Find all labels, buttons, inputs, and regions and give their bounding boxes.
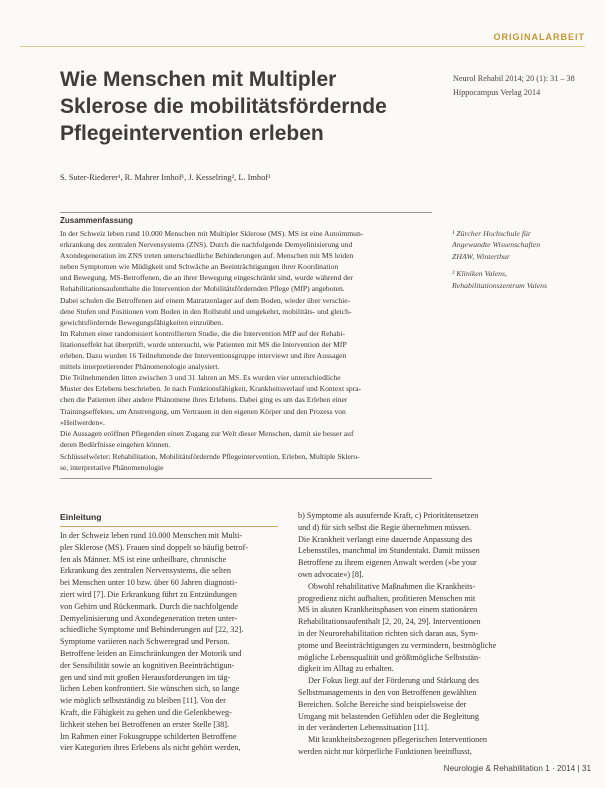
- affiliation: [452, 228, 602, 262]
- abstract-line: Muster des Erlebens beschrieben. Je nach Funktionsfähigkeit, Krankheitsverlauf und Kontext spra-: [60, 384, 362, 394]
- paragraph: [298, 675, 520, 734]
- text-line: ziert wird [7]. Die Erkrankung führt zu Entzündungen: [60, 589, 237, 599]
- text-line: Selbstmanagements in den von Betroffenen gewählten: [298, 687, 477, 697]
- title-line: Wie Menschen mit Multipler: [60, 68, 337, 91]
- text-line: in der veränderten Lebenssituation [11].: [298, 723, 429, 733]
- keywords-line: se, interpretative Phänomenologie: [60, 463, 164, 472]
- text-line: Bereichen. Solche Bereiche sind beispielsweise der: [298, 699, 467, 709]
- paragraph: [60, 530, 280, 754]
- text-line: Demyelinisierung und Axondegeneration treten unter-: [60, 613, 238, 623]
- abstract-line: gewichtsfördernde Bewegungsfähigkeiten einzuüben.: [60, 317, 223, 327]
- header-rule: [20, 46, 585, 47]
- affiliations: [452, 228, 602, 297]
- text-line: lichen Leben konfrontiert. Sie wünschen sich, so lange: [60, 684, 240, 694]
- abstract-line: chen die Patienten über andere Phänomene ihres Erlebens. Dabei ging es um das Erleben einer: [60, 395, 348, 405]
- text-line: bei Menschen unter 10 bzw. über 60 Jahren diagnosti-: [60, 578, 238, 588]
- text-line: pler Sklerose (MS). Frauen sind doppelt so häufig betrof-: [60, 542, 249, 552]
- text-line: Kraft, die Fähigkeit zu gehen und die Gelenkbeweg-: [60, 707, 232, 717]
- text-line: werden nicht nur körperliche Funktionen beeinflusst,: [298, 746, 472, 756]
- journal-citation: [453, 72, 603, 100]
- abstract-line: litationseffekt hat überprüft, wurde untersucht, wie Patienten mit MS die Intervention der MfP: [60, 339, 347, 349]
- title-line: Pflegeintervention erleben: [60, 122, 324, 145]
- abstract-line: erkrankung des zentralen Nervensystems (ZNS). Durch die nachfolgende Demyelinisierung und: [60, 240, 353, 250]
- text-line: Betroffene zu ihrem eigenen Anwalt werden (»be your: [298, 558, 477, 568]
- keywords-line: Schlüsselwörter: Rehabilitation, Mobilitätsfördernde Pflegeintervention, Erleben, Multiple Sklero-: [60, 452, 360, 461]
- affiliation-line: Angewandte Wissenschaften: [452, 240, 541, 250]
- text-line: und d) für sich selbst die Regie übernehmen müssen.: [298, 522, 472, 532]
- citation-line: Neurol Rehabil 2014; 20 (1): 31 – 38: [453, 74, 575, 83]
- article-title: [60, 66, 410, 147]
- abstract-line: Trainingseffektes, um Anstrengung, um Vertrauen in den eigenen Körper und den Prozess von: [60, 406, 346, 416]
- text-line: wie möglich selbstständig zu bleiben [11]. Von der: [60, 696, 226, 706]
- text-line: own advocate«) [8].: [298, 569, 364, 579]
- abstract-line: Rehabilitationsaufenthalte die Intervention der Mobilitätsfördernden Pflege (MfP) angeboten.: [60, 284, 345, 294]
- text-line: Obwohl rehabilitative Maßnahmen die Krankheits-: [308, 581, 476, 591]
- keywords: [60, 451, 434, 473]
- text-line: schiedliche Symptome und Behinderungen auf [22, 32].: [60, 625, 244, 635]
- abstract-line: Die Teilnehmenden litten zwischen 3 und 31 Jahren an MS. Es wurden vier unterschiedliche: [60, 373, 341, 383]
- abstract-line: neben Symptomen wie Müdigkeit und Schwäche an Beeinträchtigungen ihrer Koordination: [60, 262, 339, 272]
- affiliation-line: ZHAW, Winterthur: [452, 251, 510, 261]
- abstract-line: mittels interpretierender Phänomenologie analysiert.: [60, 362, 220, 372]
- text-line: Die Krankheit verlangt eine dauernde Anpassung des: [298, 534, 473, 544]
- text-line: Erkrankung des zentralen Nervensystems, die selten: [60, 566, 231, 576]
- body-column-right: [298, 510, 520, 758]
- affiliation: [452, 268, 602, 291]
- affiliation-line: ² Kliniken Valens,: [452, 269, 507, 279]
- text-line: fen als Männer. MS ist eine unheilbare, chronische: [60, 554, 227, 564]
- abstract-line: In der Schweiz leben rund 10.000 Menschen mit Multipler Sklerose (MS). MS ist eine Autoimmun-: [60, 229, 364, 238]
- text-line: Rehabilitationsaufenthalt [2, 20, 24, 29]. Interventionen: [298, 617, 481, 627]
- abstract-line: Axondegeneration im ZNS treten unterschiedliche Behinderungen auf. Menschen mit MS leiden: [60, 251, 354, 261]
- abstract-line: Dabei schulen die Betroffenen auf einem Matratzenlager auf dem Boden, wieder über verschie-: [60, 295, 351, 305]
- text-line: digkeit im Alltag zu erhalten.: [298, 664, 394, 674]
- publisher-line: Hippocampus Verlag 2014: [453, 88, 541, 97]
- paragraph: [298, 510, 520, 581]
- abstract-body: [60, 228, 434, 450]
- body-column-left: [60, 530, 280, 754]
- text-line: b) Symptome als ausufernde Kraft, c) Prioritätensetzen: [298, 511, 479, 520]
- abstract-line: erleben. Dazu wurden 16 Teilnehmende der Interventionsgruppe interviewt und ihre Aussagen: [60, 351, 347, 361]
- text-line: Mit krankheitsbezogenen pflegerischen Interventionen: [308, 735, 487, 745]
- text-line: lichkeit stehen bei Betroffenen an erster Stelle [38].: [60, 719, 229, 729]
- section-label: ORIGINALARBEIT: [493, 32, 585, 42]
- section-rule: [60, 526, 278, 527]
- abstract-line: »Heilwerden«.: [60, 417, 105, 427]
- text-line: vier Kategorien ihres Erlebens als nicht gehört werden,: [60, 743, 241, 753]
- text-line: mögliche Lebensqualität und größtmögliche Selbststän-: [298, 652, 481, 662]
- abstract-rule-top: [60, 212, 432, 213]
- text-line: Lebensstiles, manchmal im Stundentakt. Damit müssen: [298, 546, 480, 556]
- paragraph: [298, 581, 520, 675]
- text-line: Im Rahmen einer Fokusgruppe schilderten Betroffene: [60, 731, 237, 741]
- text-line: Der Fokus liegt auf der Förderung und Stärkung des: [308, 676, 479, 686]
- text-line: Symptome variieren nach Schweregrad und Person.: [60, 637, 230, 647]
- text-line: MS in akuten Krankheitsphasen von einem stationären: [298, 605, 478, 615]
- affiliation-line: Rehabilitationszentrum Valens: [452, 280, 548, 290]
- text-line: von Gehirn und Rückenmark. Durch die nachfolgende: [60, 601, 239, 611]
- text-line: progredienz nicht aufhalten, profitieren Menschen mit: [298, 593, 476, 603]
- abstract-heading: Zusammenfassung: [60, 216, 133, 225]
- text-line: in der Neurorehabilitation richten sich daran aus, Sym-: [298, 628, 479, 638]
- abstract-line: Die Aussagen eröffnen Pflegenden einen Zugang zur Welt dieser Menschen, damit sie besser auf: [60, 428, 354, 438]
- text-line: In der Schweiz leben rund 10.000 Menschen mit Multi-: [60, 531, 243, 540]
- paragraph: [298, 734, 520, 758]
- abstract-rule-bottom: [60, 478, 432, 479]
- affiliation-line: ¹ Zürcher Hochschule für: [452, 229, 531, 238]
- abstract-line: und Bewegung. MS-Betroffenen, die an ihrer Bewegung eingeschränkt sind, wurde während der: [60, 273, 353, 283]
- title-line: Sklerose die mobilitätsfördernde: [60, 95, 387, 118]
- author-list: S. Suter-Riederer¹, R. Mahrer Imhof¹, J. Kesselring², L. Imhof¹: [60, 173, 271, 182]
- text-line: ptome und Beeinträchtigungen zu vermindern, bestmögliche: [298, 640, 497, 650]
- text-line: Umgang mit belastenden Gefühlen oder die Begleitung: [298, 711, 479, 721]
- abstract-line: dene Stufen und Positionen vom Boden in den Rollstuhl und umgekehrt, mobilitäts- und gleich-: [60, 306, 352, 316]
- page-footer: Neurologie & Rehabilitation 1 · 2014 | 31: [443, 764, 591, 773]
- abstract-line: deren Bedürfnisse eingehen können.: [60, 439, 171, 449]
- text-line: der Sensibilität sowie an kognitiven Beeinträchtigun-: [60, 660, 235, 670]
- abstract-line: Im Rahmen einer randomisiert kontrollierten Studie, die die Intervention MfP auf der Rehabi-: [60, 328, 346, 338]
- text-line: gen und sind mit großen Herausforderungen im täg-: [60, 672, 231, 682]
- text-line: Betroffene leiden an Einschränkungen der Motorik und: [60, 648, 242, 658]
- section-heading: Einleitung: [60, 512, 102, 522]
